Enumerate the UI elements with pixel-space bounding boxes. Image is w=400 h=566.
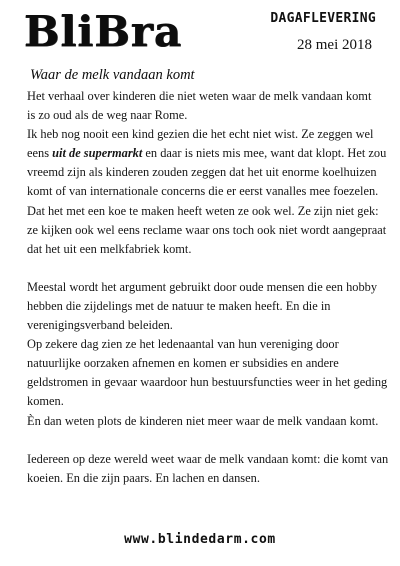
masthead xyxy=(20,4,382,62)
text-line: Dat het met een koe te maken heeft weten ze ook wel. Ze zijn niet gek: xyxy=(27,203,379,218)
footer-url-link[interactable]: www.blindedarm.com xyxy=(124,532,276,547)
paragraph-gap xyxy=(27,259,382,278)
emphasis-supermarket: uit de supermarkt xyxy=(52,146,143,161)
edition-label: DAGAFLEVERING xyxy=(270,11,376,26)
article-headline: Waar de melk vandaan komt xyxy=(30,67,195,83)
paragraph-intro xyxy=(27,87,382,125)
paragraph-conclusion xyxy=(27,450,389,488)
article xyxy=(27,66,389,488)
text-fragment: en daar is niets mis mee, want dat klopt. Het zou xyxy=(142,146,387,161)
text-line: Op zekere dag zien ze het ledenaantal van hun vereniging door xyxy=(27,337,339,352)
paragraph-children xyxy=(27,412,382,431)
paragraph-subsidies xyxy=(27,335,388,411)
text-line: vreemd zijn als kinderen zouden zeggen dat het uit enorme koelhuizen xyxy=(27,165,377,180)
text-line: Het verhaal over kinderen die niet weten waar de melk vandaan komt xyxy=(27,89,372,103)
text-line: is zo oud als de weg naar Rome. xyxy=(27,108,188,123)
text-line: ze kijken ook wel eens reclame waar ons toch ook niet wordt aangepraat xyxy=(27,222,387,237)
text-line: Meestal wordt het argument gebruikt door oude mensen die een hobby xyxy=(27,279,378,294)
paragraph-gap xyxy=(27,431,382,450)
text-line-with-emphasis xyxy=(27,144,387,163)
text-line: verenigingsverband beleiden. xyxy=(27,318,173,333)
text-line: koeien. En die zijn paars. En lachen en dansen. xyxy=(27,470,260,485)
text-fragment: eens xyxy=(27,146,53,161)
text-line: komen. xyxy=(27,394,64,409)
paragraph-argument xyxy=(27,278,382,335)
text-line: Ik heb nog nooit een kind gezien die het echt niet wist. Ze zeggen wel xyxy=(27,127,374,142)
text-line: hebben die zijdelings met de natuur te maken heeft. En die in xyxy=(27,298,331,313)
publication-date: 28 mei 2018 xyxy=(297,37,372,53)
text-line: Èn dan weten plots de kinderen niet meer waar de melk vandaan komt. xyxy=(27,413,379,428)
text-line: komt of van internationale concerns die er eerst vanalles mee foezelen. xyxy=(27,184,379,199)
paragraph-supermarket xyxy=(27,125,387,259)
site-logo[interactable]: BliBra xyxy=(24,7,183,56)
text-line: geldstromen in gevaar waardoor hun bestuursfuncties weer in het geding xyxy=(27,375,388,390)
text-line: dat het uit een melkfabriek komt. xyxy=(27,241,192,256)
text-line: Iedereen op deze wereld weet waar de melk vandaan komt: die komt van xyxy=(27,451,389,466)
text-line: natuurlijke oorzaken afnemen en komen er subsidies en andere xyxy=(27,356,339,371)
